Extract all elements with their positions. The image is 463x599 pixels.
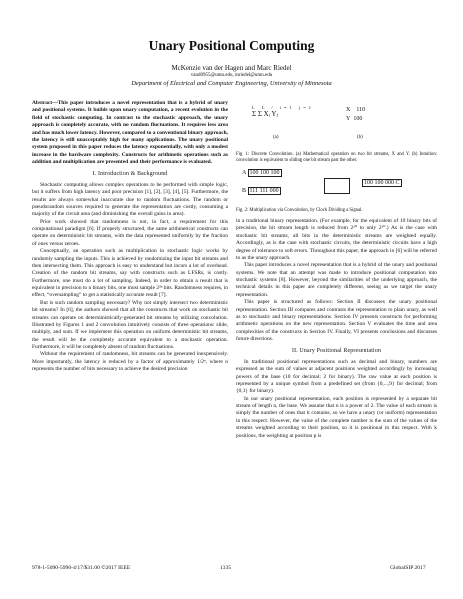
footer-page-number: 1335: [220, 565, 232, 571]
paragraph: This paper introduces a novel representation that is a hybrid of the unary and positional systems. We note that an attempt was made to introduce positional computation into stochastic systems [8]. However, beyond the similarities of the underlying approach, the technical details in this paper are completely different, seeing as we target the unary representation.: [236, 262, 437, 298]
footer-copyright: 978-1-5090-5990-4/17/$31.00 ©2017 IEEE: [32, 565, 131, 571]
formula-limits: L L / i=1 j=1: [252, 105, 314, 110]
signal-x-bits: 110: [356, 107, 366, 113]
figure-1-caption: Fig. 1: Discrete Convolution. (a) Mathematical operation on two bit streams, X and Y. (b) Intuition: convolution is equivalent to sliding one bit stream past the other.: [236, 152, 437, 163]
paragraph: This paper is structured as follows: Section II discusses the unary positional representation. Section III compares and contrasts the representation to plain unary, as well as to stochastic and binary representations. Section IV presents constructs for performing arithmetic operations on the new representation. Section V evaluates the time and area complexities of the constructs in Section IV. Finally, VI presents conclusions and discusses future directions.: [236, 299, 437, 342]
left-column: [32, 100, 228, 374]
fig1-label-a: (a): [273, 135, 279, 140]
paragraph: In our unary positional representation, each position is represented by a separate bit stream of length n, the base. We assume that n is a power of 2. The value of each stream is simply the number of ones that it contains, so we have a unary (or uniform) representation in this respect. However, the value of the complete number is the sum of the values of the streams weighted according to their position, so it is positional in this respect. With k positions, the weighting at position p is: [236, 395, 437, 439]
signal-x-label: X: [346, 107, 351, 113]
paragraph: Conceptually, an operation such as multiplication in stochastic logic works by randomly sampling the inputs. This is achieved by randomizing the input bit streams and then intersecting them. This approach is easy to understand but incurs a lot of overhead. Creation of the random bit streams, say with constructs such as LFSRs, is costly. Furthermore, one must do a lot of sampling. Indeed, in order to obtain a result that is equivalent in precision to n binary bits, one must sample 2²ⁿ bits. Randomness requires, in effect, “oversampling” to get a statistically accurate result [7].: [32, 248, 228, 299]
signal-a-bits: 100 100 100: [249, 170, 280, 176]
paper-title: Unary Positional Computing: [148, 38, 315, 53]
abstract: Abstract—This paper introduces a novel representation that is a hybrid of unary and positional systems. It builds upon unary computation, a recent evolution in the field of stochastic computing. In contrast to the stochastic approach, the unary approach is completely accurate, with no random fluctuations. It requires less area and has much lower latency. However, compared to a conventional binary approach, the latency is still unacceptably high for many applications. The unary positional system proposed in this paper reduces the latency exponentially, with only a modest increase in the hardware complexity. Constructs for arithmetic operations such as addition and multiplication are presented and their performance is evaluated.: [32, 100, 228, 165]
authors: McKenzie van der Hagen and Marc Riedel: [171, 64, 292, 72]
footer-venue: GlobalSIP 2017: [390, 565, 426, 571]
emails: vand0955@umn.edu, mriedel@umn.edu: [190, 73, 273, 78]
signal-b-label: B: [242, 188, 247, 194]
paragraph: Without the requirement of randomness, bit streams can be generated inexpensively. More importantly, the latency is reduced by a factor of approximately 1/2ⁿ, where n represents the number of bits necessary to achieve the desired precision: [32, 351, 228, 373]
fig1-label-b: (b): [357, 135, 363, 140]
signal-a: [242, 170, 282, 177]
paragraph: In traditional positional representations such as decimal and binary, numbers are expressed as the sum of values at adjacent positions weighted accordingly by increasing powers of the base (10 for decimal; 2 for binary). The raw value at each position is represented by a unique symbol from a predefined set (from {0,...,9} for decimal; from {0,1} for binary).: [236, 358, 437, 395]
signal-a-label: A: [242, 170, 247, 176]
figure-1: [236, 100, 437, 152]
bitstream-signals: [346, 106, 365, 124]
paragraph: Stochastic computing allows complex operations to be performed with simple logic, but it suffers from high latency and poor precision [1], [2], [3], [4], [5]. Furthermore, the results are always somewhat inaccurate due to random fluctuations. The random or pseudorandom sources required to generate the representation are costly, consuming a majority of the circuit area (and diminishing the overall gains in area).: [32, 181, 228, 218]
section-2-heading: II. Unary Positional Representation: [291, 348, 382, 355]
signal-c-bits: 100 100 000 C: [364, 180, 400, 186]
paragraph: Prior work showed that randomness is not, in fact, a requirement for this computational paradigm [6]. If properly structured, the same arithmetical constructs can operate on deterministic bit streams, with the data represented uniformly by the fraction of ones versus zeroes.: [32, 218, 228, 247]
signal-c: [362, 180, 402, 187]
formula-body: Σ Σ Xᵢ Yⱼ: [252, 110, 279, 119]
right-column: [236, 100, 437, 440]
convolution-formula: [252, 104, 314, 119]
signal-b: [242, 188, 281, 195]
signal-y-label: Y: [346, 116, 351, 122]
affiliation: Department of Electrical and Computer Engineering, University of Minnesota: [131, 80, 332, 87]
signal-b-bits: 111 111 000: [249, 188, 279, 194]
figure-2: [236, 168, 437, 208]
signal-y-bits: 100: [353, 116, 363, 122]
figure-2-caption: Fig. 2: Multiplication via Convolution, by Clock Dividing a Signal.: [236, 208, 363, 213]
section-1-heading: I. Introduction & Background: [92, 171, 168, 178]
and-gate: [324, 178, 350, 194]
paragraph: But is such random sampling necessary? Why not simply intersect two deterministic bit streams? In [6], the authors showed that all the constructs that work on stochastic bit streams can operate on deterministically-generated bit streams by utilizing convolution. Illustrated by Figures 1 and 2 convolution intuitively consists of three operations: slide, multiply, and sum. If we implement this operation on uniform deterministic bit streams, the result will be the completely accurate equivalent to a stochastic operation. Furthermore, it will be completely absent of random fluctuations.: [32, 299, 228, 350]
paragraph: in a traditional binary representation. (For example, for the equivalent of 10 binary bits of precision, the bit stream length is reduced from 2²⁰ to only 2¹⁰.) As is the case with stochastic bit streams, all bits in the deterministic streams are weighted equally. Accordingly, as is the case with stochastic circuits, the deterministic circuits have a high degree of tolerance to soft errors. Throughout this paper, the approach in [6] will be referred to as the unary approach.: [236, 218, 437, 261]
